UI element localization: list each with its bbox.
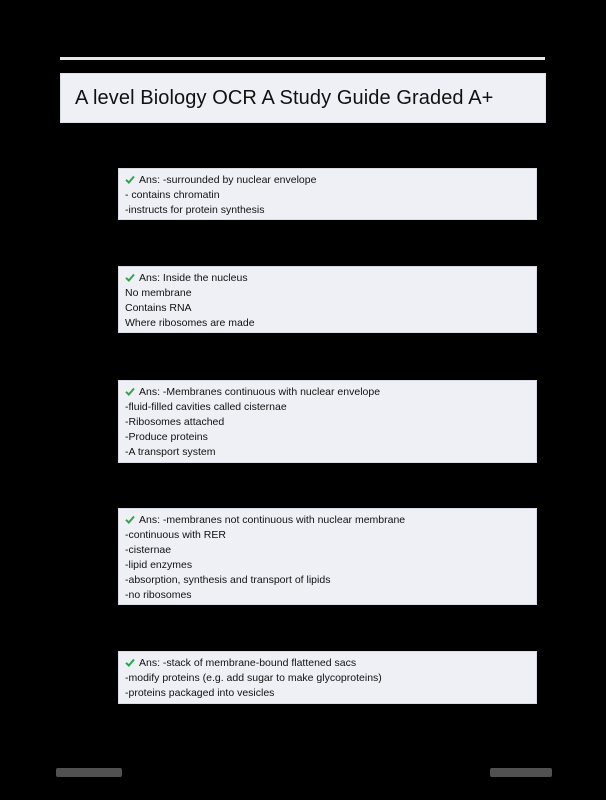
check-icon [125,658,135,667]
answer-line: -modify proteins (e.g. add sugar to make glycoproteins) [125,672,382,684]
check-icon [125,387,135,396]
top-rule [60,57,545,60]
answer-header [125,513,530,528]
answer-line: -cisternae [125,544,172,556]
answer-line: Contains RNA [125,302,192,314]
answer-line: -A transport system [125,446,216,458]
title-bar [60,73,546,123]
answer-line: -lipid enzymes [125,559,193,571]
answer-first-line: Ans: -surrounded by nuclear envelope [139,174,317,186]
check-icon [125,273,135,282]
answer-first-line: Ans: -stack of membrane-bound flattened sacs [139,657,357,669]
answer-line: -no ribosomes [125,589,192,601]
answer-line: No membrane [125,287,192,299]
answer-header [125,173,530,188]
footer-right-redacted [490,768,552,777]
answer-first-line: Ans: -membranes not continuous with nuclear membrane [139,514,406,526]
answer-line: -instructs for protein synthesis [125,204,265,216]
answer-box [118,168,537,220]
answer-line: -proteins packaged into vesicles [125,687,275,699]
answer-line: -absorption, synthesis and transport of lipids [125,574,331,586]
answer-box [118,266,537,333]
answer-header [125,385,530,400]
answer-line: -Ribosomes attached [125,416,225,428]
answer-first-line: Ans: Inside the nucleus [139,272,248,284]
footer-left-redacted [56,768,122,777]
check-icon [125,515,135,524]
answer-box [118,651,537,704]
answer-first-line: Ans: -Membranes continuous with nuclear envelope [139,386,381,398]
answer-line: - contains chromatin [125,189,220,201]
answer-line: Where ribosomes are made [125,317,255,329]
answer-box [118,508,537,605]
answer-box [118,380,537,463]
page-title: A level Biology OCR A Study Guide Graded A+ [75,86,494,109]
answer-header [125,271,530,286]
answer-line: -fluid-filled cavities called cisternae [125,401,287,413]
answer-line: -Produce proteins [125,431,208,443]
answer-line: -continuous with RER [125,529,226,541]
answer-header [125,656,530,671]
check-icon [125,175,135,184]
